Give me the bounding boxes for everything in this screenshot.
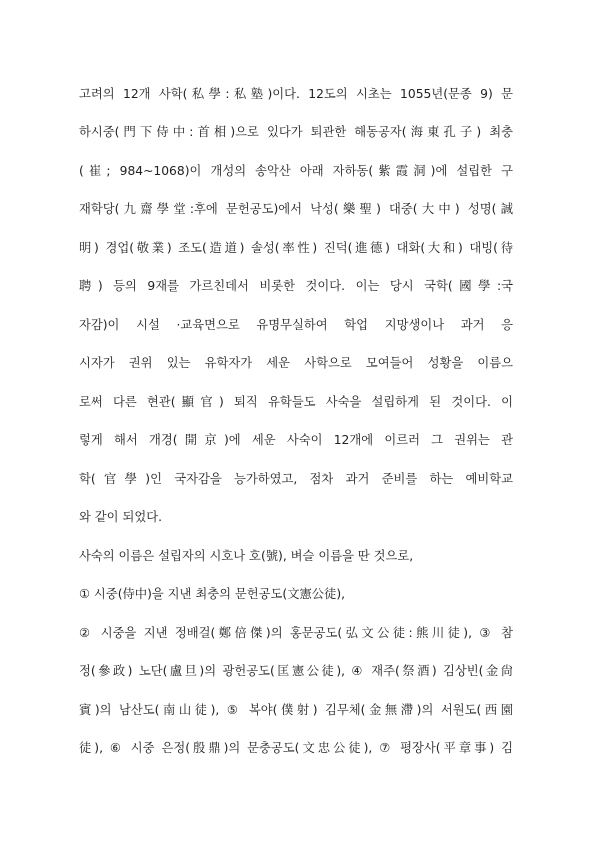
text-line-12: 와 같이 되었다.: [79, 510, 162, 524]
text-line-6: 聘) 등의 9재를 가르친데서 비롯한 것이다. 이는 당시 국학(國學:국: [79, 279, 513, 293]
text-line-1: 고려의 12개 사학(私學:私塾)이다. 12도의 시초는 1055년(문종 9) 문: [79, 87, 513, 101]
text-line-4: 재학당(九齋學堂:후에 문헌공도)에서 낙성(樂聖) 대중(大中) 성명(誠: [79, 202, 513, 216]
text-line-10: 렇게 해서 개경(開京)에 세운 사숙이 12개에 이르러 그 권위는 관: [79, 433, 513, 447]
text-line-3: (崔; 984~1068)이 개성의 송악산 아래 자하동(紫霞洞)에 설립한 구: [79, 164, 513, 178]
text-line-14: ① 시중(侍中)을 지낸 최충의 문헌공도(文憲公徒),: [79, 587, 346, 601]
text-line-9: 로써 다른 현관(顯官) 퇴직 유학들도 사숙을 설립하게 된 것이다. 이: [79, 395, 513, 409]
text-line-11: 학(官學)인 국자감을 능가하였고, 점차 과거 준비를 하는 예비학교: [79, 472, 513, 486]
text-line-7: 자감)이 시설 ·교육면으로 유명무실하여 학업 지망생이나 과거 응: [79, 318, 513, 332]
text-line-18: 徒), ⑥ 시중 은정(殷鼎)의 문충공도(文忠公徒), ⑦ 평장사(平章事) 김: [79, 741, 513, 755]
text-line-5: 明) 경업(敬業) 조도(造道) 솔성(率性) 진덕(進德) 대화(大和) 대빙(待: [79, 241, 513, 255]
text-line-8: 시자가 권위 있는 유학자가 세운 사학으로 모여들어 성황을 이름으: [79, 356, 513, 370]
text-line-2: 하시중(門下侍中:首相)으로 있다가 퇴관한 해동공자(海東孔子) 최충: [79, 125, 513, 139]
text-line-15: ② 시중을 지낸 정배걸(鄭倍傑)의 홍문공도(弘文公徒:熊川徒), ③ 참: [79, 626, 513, 640]
text-line-16: 정(參政) 노단(盧旦)의 광헌공도(匡憲公徒), ④ 재주(祭酒) 김상빈(金尙: [79, 664, 513, 678]
text-line-17: 賓)의 남산도(南山徒), ⑤ 복야(僕射) 김무체(金無滯)의 서원도(西園: [79, 703, 513, 717]
text-line-13: 사숙의 이름은 설립자의 시호나 호(號), 벼슬 이름을 딴 것으로,: [79, 549, 414, 563]
